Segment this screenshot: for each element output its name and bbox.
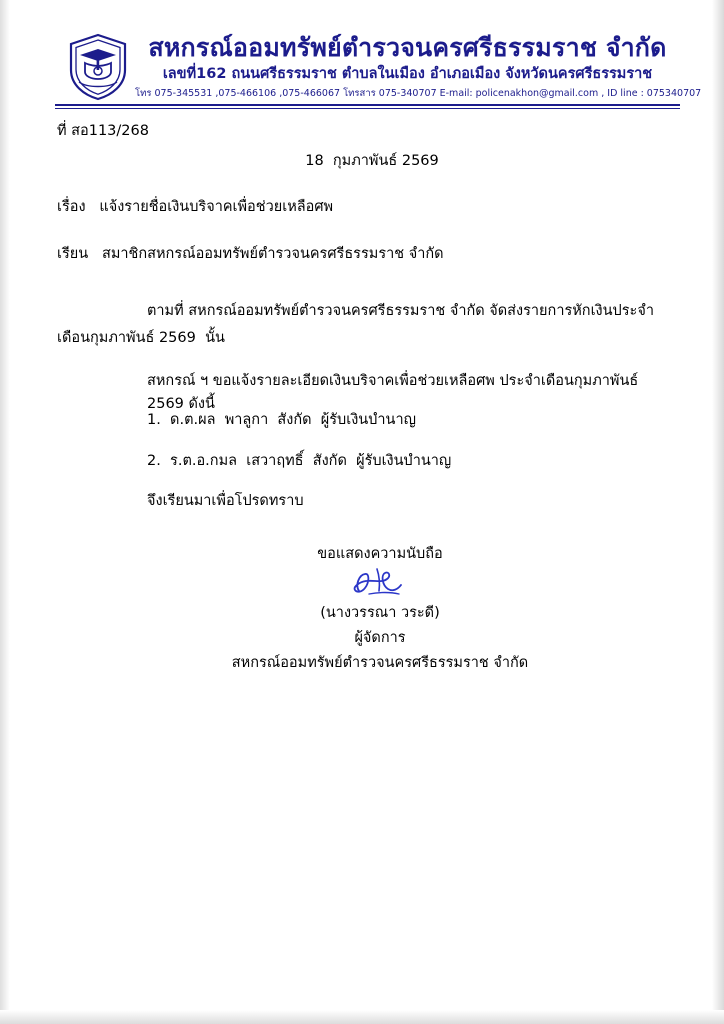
list-item: 1. ด.ต.ผล พาลูกา สังกัด ผู้รับเงินบำนาญ: [147, 412, 416, 428]
list-item: 2. ร.ต.อ.กมล เสวาฤทธิ์ สังกัด ผู้รับเงินบำนาญ: [147, 453, 452, 469]
subject-line: เรื่อง แจ้งรายชื่อเงินบริจาคเพื่อช่วยเหลือศพ: [57, 199, 334, 215]
cooperative-emblem-icon: [65, 32, 131, 102]
body-paragraph-1: ตามที่ สหกรณ์ออมทรัพย์ตำรวจนครศรีธรรมราช จำกัด จัดส่งรายการหักเงินประจำเดือนกุมภาพันธ์ 2569 นั้น: [57, 303, 654, 346]
body-paragraph-3: จึงเรียนมาเพื่อโปรดทราบ: [147, 493, 304, 509]
signer-title: ผู้จัดการ: [354, 630, 406, 646]
letterhead: [55, 26, 702, 104]
organization-contact: โทร 075-345531 ,075-466106 ,075-466067 โทรสาร 075-340707 E-mail: policenakhon@gmail.com , ID line : 075340707: [135, 88, 702, 99]
closing-salutation: ขอแสดงความนับถือ: [317, 546, 443, 562]
signature-block: [220, 542, 540, 674]
scan-edge-bottom: [0, 1010, 724, 1024]
organization-address: เลขที่162 ถนนศรีธรรมราช ตำบลในเมือง อำเภอเมือง จังหวัดนครศรีธรรมราช: [162, 66, 653, 82]
signer-organization: สหกรณ์ออมทรัพย์ตำรวจนครศรีธรรมราช จำกัด: [231, 655, 529, 671]
reference-number: ที่ สอ113/268: [57, 123, 149, 139]
body-paragraph-2: สหกรณ์ ฯ ขอแจ้งรายละเอียดเงินบริจาคเพื่อช่วยเหลือศพ ประจำเดือนกุมภาพันธ์ 2569 ดังนี้: [147, 373, 643, 413]
header-divider-thick: [55, 104, 680, 106]
recipient-line: เรียน สมาชิกสหกรณ์ออมทรัพย์ตำรวจนครศรีธรรมราช จำกัด: [57, 246, 444, 262]
signer-name: (นางวรรณา วระดี): [320, 605, 440, 621]
organization-name: สหกรณ์ออมทรัพย์ตำรวจนครศรีธรรมราช จำกัด: [148, 33, 667, 62]
header-divider-thin: [55, 108, 680, 109]
document-date: 18 กุมภาพันธ์ 2569: [305, 153, 439, 169]
handwritten-signature-icon: [220, 565, 540, 601]
